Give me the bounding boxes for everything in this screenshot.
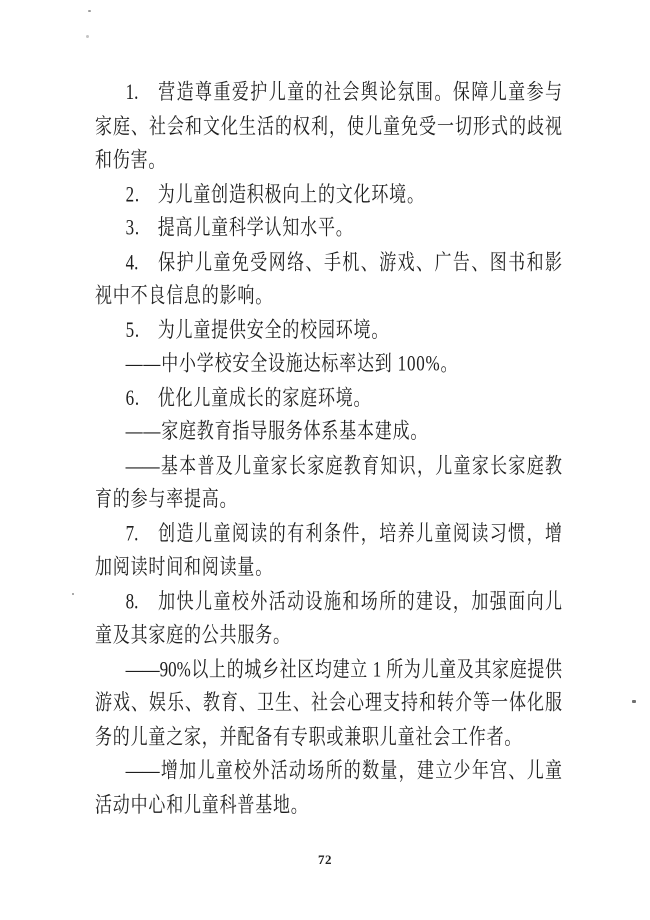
scan-artifact [632,700,636,703]
text-line: 3. 提高儿童科学认知水平。 [125,215,354,240]
text-line: 视中不良信息的影响。 [95,283,273,308]
text-line: 加阅读时间和阅读量。 [95,554,273,580]
text-line: 2. 为儿童创造积极向上的文化环境。 [125,181,425,206]
text-line: 7. 创造儿童阅读的有利条件，培养儿童阅读习惯，增 [125,520,562,546]
text-line: 童及其家庭的公共服务。 [95,622,291,647]
scan-artifact [88,10,91,12]
text-line: 4. 保护儿童免受网络、手机、游戏、广告、图书和影 [125,249,562,274]
text-line: 活动中心和儿童科普基地。 [95,792,309,817]
text-line: ——家庭教育指导服务体系基本建成。 [125,419,429,444]
text-line: ——90%以上的城乡社区均建立 1 所为儿童及其家庭提供 [125,656,562,681]
scan-artifact [72,593,74,595]
text-line: 1. 营造尊重爱护儿童的社会舆论氛围。保障儿童参与 [125,79,562,105]
document-body-text [95,76,562,822]
text-line: ——基本普及儿童家长家庭教育知识，儿童家长家庭教 [125,452,562,478]
text-line: 和伤害。 [95,147,167,172]
scan-artifact [86,35,89,38]
text-line: ——增加儿童校外活动场所的数量，建立少年宫、儿童 [125,758,562,783]
text-line: 6. 优化儿童成长的家庭环境。 [125,385,372,410]
page-number: 72 [318,852,332,867]
text-line: ——中小学校安全设施达标率达到 100%。 [125,351,459,376]
text-line: 8. 加快儿童校外活动设施和场所的建设，加强面向儿 [125,588,562,613]
text-line: 务的儿童之家，并配备有专职或兼职儿童社会工作者。 [95,724,523,749]
text-line: 5. 为儿童提供安全的校园环境。 [125,317,390,342]
text-line: 育的参与率提高。 [95,486,238,512]
text-line: 游戏、娱乐、教育、卫生、社会心理支持和转介等一体化服 [95,690,562,715]
text-line: 家庭、社会和文化生活的权利，使儿童免受一切形式的歧视 [95,113,562,139]
